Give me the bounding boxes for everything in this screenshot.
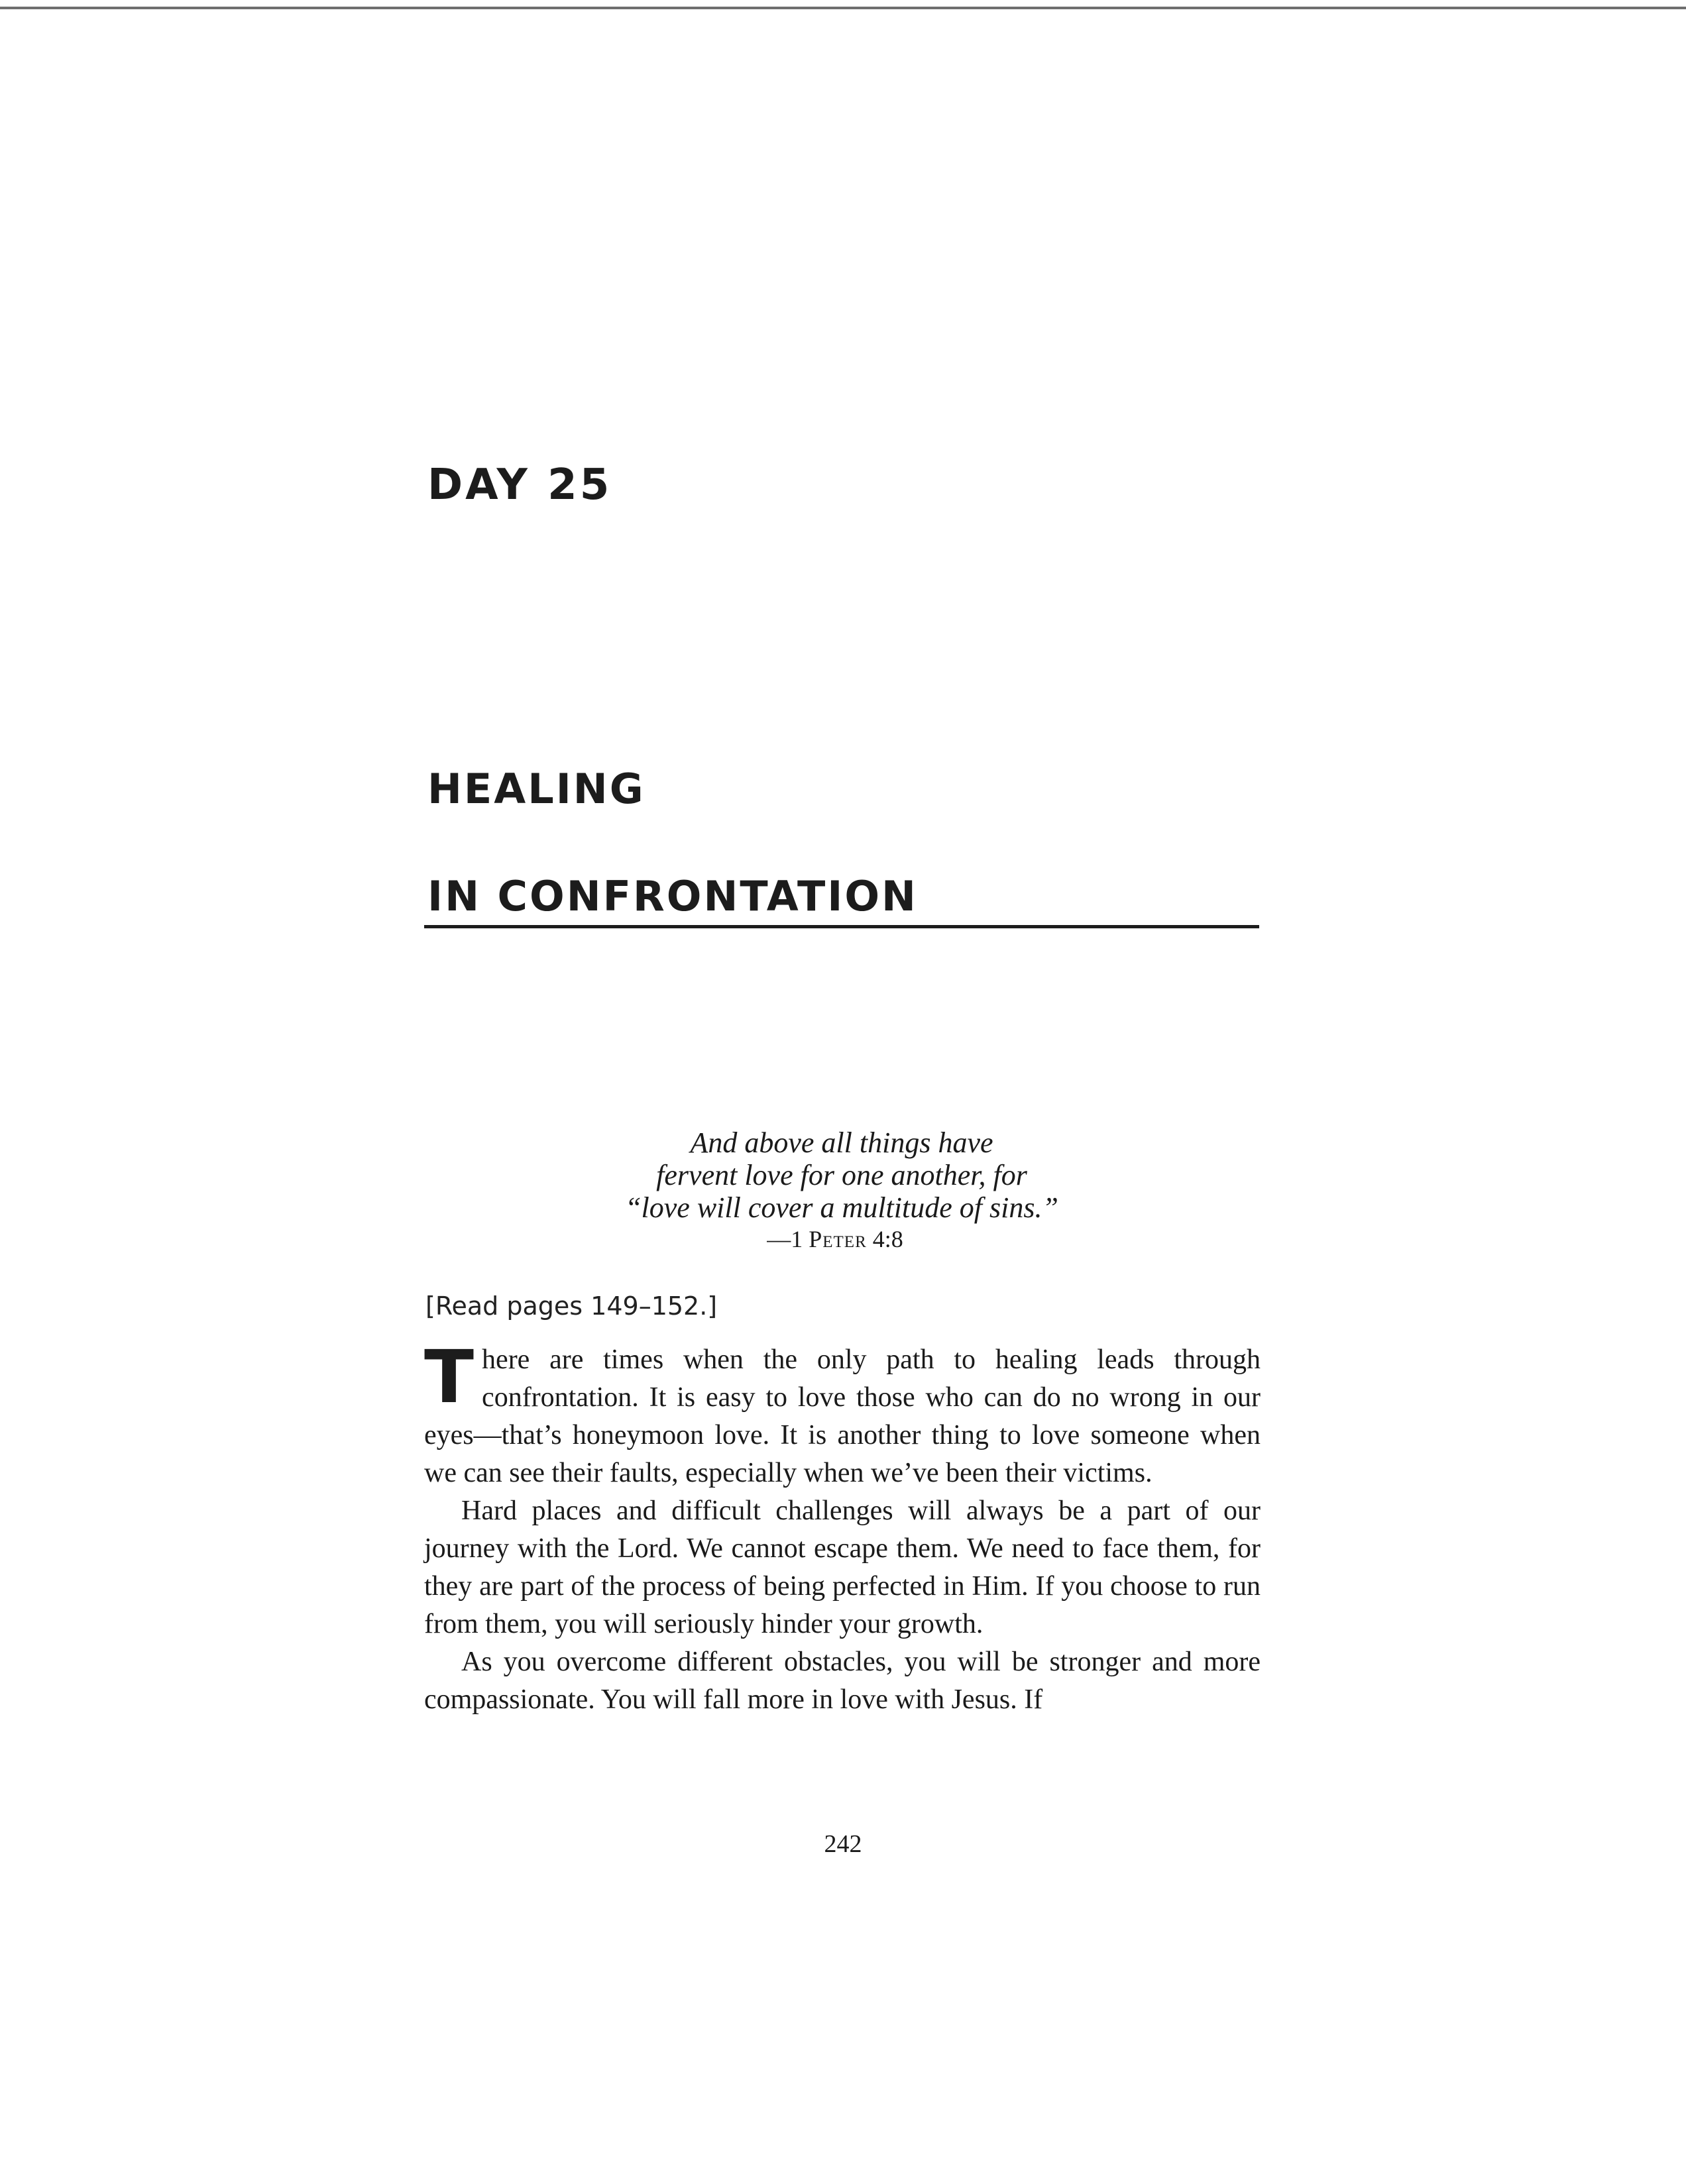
chapter-title-line-2: IN CONFRONTATION	[427, 872, 918, 920]
epigraph-quote	[464, 1126, 1219, 1224]
epigraph-line-3: “love will cover a multitude of sins.”	[625, 1191, 1058, 1224]
citation-ref: 4:8	[866, 1226, 903, 1252]
day-heading: DAY 25	[427, 461, 612, 510]
paragraph-2: Hard places and difficult challenges will always be a part of our journey with the Lord. We cannot escape them. We need to face them, for they are part of the process of being perfected in Him. If you choose to run from them, you will seriously hinder your growth.	[424, 1496, 1261, 1639]
paragraph-3: As you overcome different obstacles, you will be stronger and more compassionate. You will fall more in love with Jesus. If	[424, 1647, 1261, 1715]
epigraph-line-1: And above all things have	[690, 1126, 993, 1159]
reading-note: [Read pages 149–152.]	[425, 1291, 718, 1321]
paragraph-1	[424, 1335, 1261, 1492]
citation-dash: —1	[767, 1226, 809, 1252]
body-text	[424, 1335, 1261, 1719]
citation-book: Peter	[809, 1226, 867, 1252]
title-underline-rule	[424, 925, 1259, 928]
paragraph-1-text: here are times when the only path to healing leads through confrontation. It is easy to love those who can do no wrong in our eyes—that’s honeymoon love. It is another thing to love someone when we can see their faults, especially when we’ve been their victims.	[424, 1344, 1261, 1488]
drop-cap: T	[424, 1335, 475, 1419]
epigraph-line-2: fervent love for one another, for	[656, 1159, 1027, 1191]
epigraph-citation	[663, 1227, 1007, 1251]
top-scan-edge-rule	[0, 7, 1686, 9]
chapter-title-line-1: HEALING	[427, 765, 646, 813]
page-number: 242	[824, 1830, 862, 1858]
